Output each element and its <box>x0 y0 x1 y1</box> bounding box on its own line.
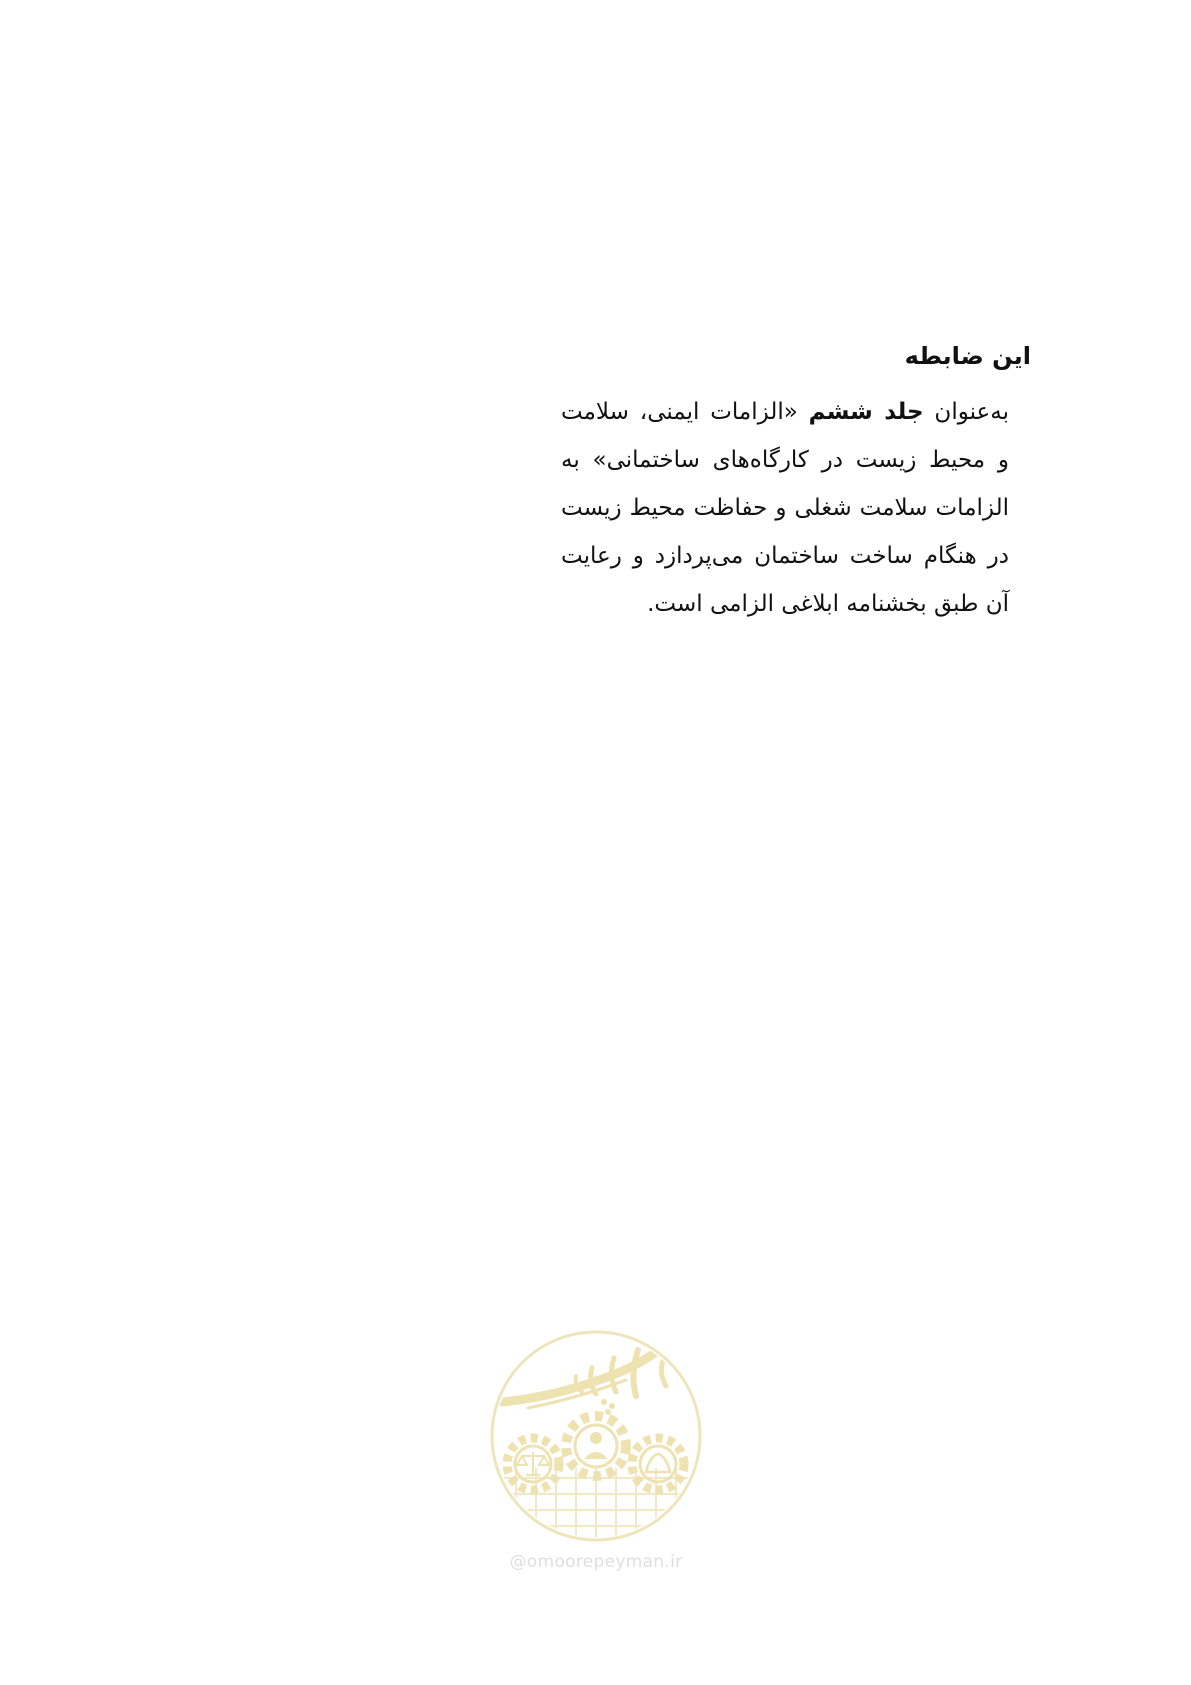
watermark-site-text: @omoorepeyman.ir <box>509 1552 683 1572</box>
notice-body-rest: «الزامات ایمنی، سلامت و محیط زیست در کارگاه‌های ساختمانی» به الزامات سلامت شغلی و حفاظت محیط زیست در هنگام ساخت ساختمان می‌پردازد و رعایت آن طبق بخشنامه ابلاغی الزامی است. <box>561 398 1009 617</box>
notice-block <box>561 340 1031 628</box>
volume-label: جلد ششم <box>808 398 924 425</box>
notice-body <box>561 388 1031 628</box>
notice-body-prefix: به‌عنوان <box>923 398 1009 425</box>
notice-heading: این ضابطه <box>904 342 1031 370</box>
gear-logo-icon <box>488 1328 704 1544</box>
watermark-logo <box>488 1328 704 1572</box>
